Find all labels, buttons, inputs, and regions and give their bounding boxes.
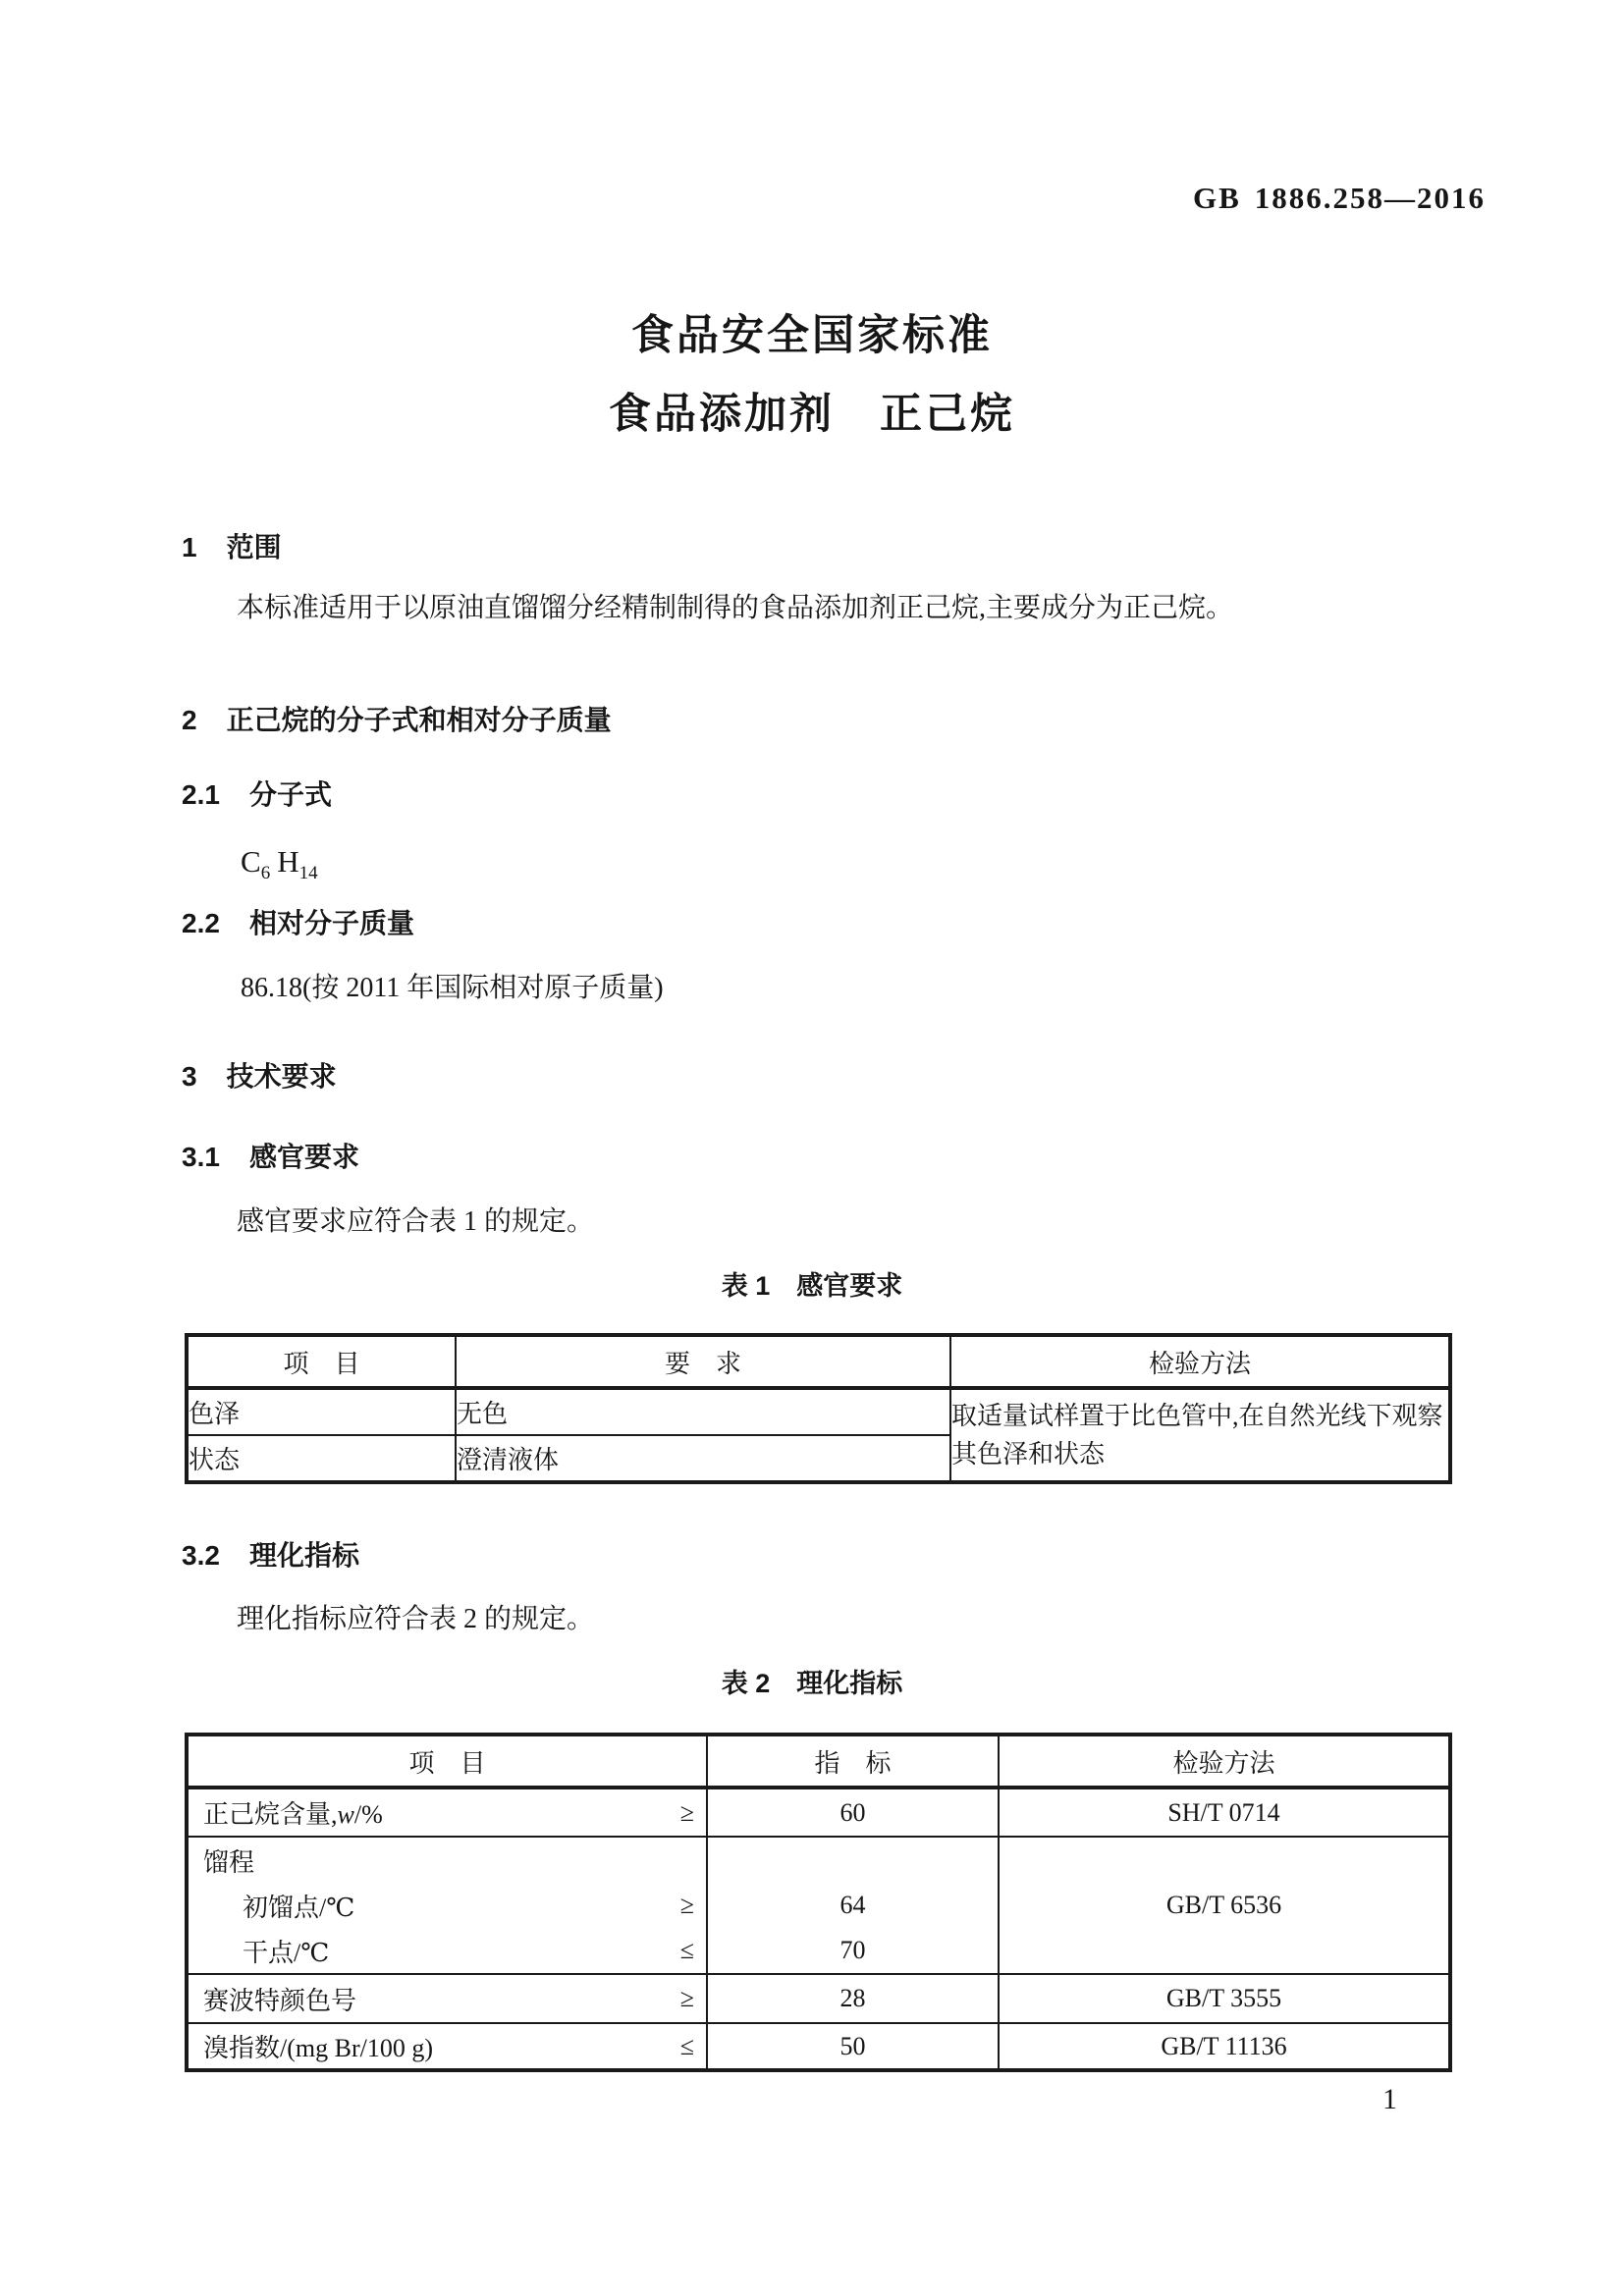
item-label: 赛波特颜色号	[203, 1986, 357, 2015]
table-cell-value: 50	[707, 2023, 999, 2070]
table-cell-method: GB/T 3555	[999, 1974, 1450, 2023]
formula-subscript-14: 14	[298, 863, 318, 883]
section-scope-body: 本标准适用于以原油直馏馏分经精制制得的食品添加剂正己烷,主要成分为正己烷。	[237, 593, 1234, 623]
document-title: 食品安全国家标准	[631, 312, 993, 359]
table-cell-value: 28	[707, 1974, 999, 2023]
item-label: 溴指数/(mg Br/100 g)	[203, 2034, 433, 2062]
value-spacer	[708, 1838, 998, 1883]
table-row-distillation	[187, 1837, 1450, 1974]
ge-operator: ≥	[679, 1891, 694, 1919]
section-title: 正己烷的分子式和相对分子质量	[226, 705, 612, 735]
table2-header-method: 检验方法	[999, 1735, 1450, 1788]
table-cell-item	[187, 1974, 707, 2023]
formula-element-c: C	[241, 844, 261, 879]
section-mass-body: 86.18(按 2011 年国际相对原子质量)	[241, 973, 664, 1003]
sensory-requirements-table	[185, 1333, 1452, 1484]
section-sensory-body: 感官要求应符合表 1 的规定。	[237, 1206, 595, 1237]
table-row-hexane-content	[187, 1788, 1450, 1837]
table-row	[187, 1388, 1450, 1435]
table-cell-requirement: 无色	[456, 1388, 950, 1435]
section-number: 3.1	[182, 1142, 220, 1172]
section-number: 2	[182, 705, 197, 735]
table2-header-item: 项 目	[187, 1735, 707, 1788]
section-title: 感官要求	[248, 1142, 359, 1172]
table-cell-requirement: 澄清液体	[456, 1435, 950, 1482]
section-number: 2.2	[182, 908, 220, 938]
section-number: 1	[182, 532, 197, 562]
table-cell-value: 64	[839, 1891, 866, 1919]
table-cell-method: SH/T 0714	[999, 1788, 1450, 1837]
le-operator: ≤	[679, 1936, 694, 1964]
section-physchem-heading	[182, 1536, 359, 1575]
table-cell-value: 60	[707, 1788, 999, 1837]
page-number: 1	[1382, 2083, 1397, 2115]
table2-header-index: 指 标	[707, 1735, 999, 1788]
standard-code-prefix: GB	[1193, 181, 1241, 215]
table1-header-item: 项 目	[187, 1335, 456, 1388]
table-cell-item	[187, 2023, 707, 2070]
table-cell-item	[187, 1788, 707, 1837]
document-subtitle: 食品添加剂 正己烷	[609, 391, 1015, 438]
section-number: 2.1	[182, 779, 220, 810]
section-formula-heading	[182, 775, 332, 815]
group-label: 馏程	[203, 1847, 255, 1877]
standard-code	[1193, 181, 1487, 216]
table-header-row	[187, 1735, 1450, 1788]
sub-row-ibp	[189, 1883, 706, 1928]
table-cell-method: GB/T 6536	[999, 1837, 1450, 1974]
section-title: 范围	[226, 532, 282, 562]
le-operator: ≤	[679, 2031, 694, 2060]
table1-caption: 表 1 感官要求	[721, 1271, 903, 1301]
section-title: 理化指标	[248, 1540, 359, 1571]
table1-header-requirement: 要 求	[456, 1335, 950, 1388]
section-number: 3.2	[182, 1540, 220, 1571]
item-label: 初馏点/℃	[243, 1893, 355, 1922]
standard-code-number: 1886.258—2016	[1254, 181, 1487, 215]
section-title: 技术要求	[226, 1061, 337, 1092]
section-title: 分子式	[248, 779, 332, 810]
table-row-bromine	[187, 2023, 1450, 2070]
formula-element-h: H	[277, 844, 299, 879]
section-sensory-heading	[182, 1138, 359, 1177]
table-cell-item-group	[187, 1837, 707, 1974]
item-label: 干点/℃	[243, 1938, 330, 1967]
section-physchem-body: 理化指标应符合表 2 的规定。	[237, 1604, 595, 1634]
sub-row-drypoint	[189, 1928, 706, 1973]
table-cell-value-group	[707, 1837, 999, 1974]
formula-subscript-6: 6	[260, 863, 271, 883]
section-title: 相对分子质量	[248, 908, 414, 938]
table-cell-item: 状态	[187, 1435, 456, 1482]
section-scope-heading	[182, 528, 282, 567]
symbol-w: w	[337, 1800, 354, 1829]
table2-caption: 表 2 理化指标	[721, 1669, 903, 1698]
ge-operator: ≥	[679, 1797, 694, 1827]
table1-header-method: 检验方法	[950, 1335, 1450, 1388]
molecular-formula	[241, 840, 318, 895]
table-cell-method: GB/T 11136	[999, 2023, 1450, 2070]
ge-operator: ≥	[679, 1984, 694, 2012]
table-row-saybolt	[187, 1974, 1450, 2023]
section-tech-heading	[182, 1057, 337, 1096]
section-number: 3	[182, 1061, 197, 1092]
table-cell-method-merged: 取适量试样置于比色管中,在自然光线下观察其色泽和状态	[950, 1388, 1450, 1482]
table-cell-item: 色泽	[187, 1388, 456, 1435]
section-molecular-heading	[182, 701, 612, 740]
physicochemical-index-table	[185, 1733, 1452, 2072]
item-label: 正己烷含量,w/%	[203, 1800, 383, 1829]
section-mass-heading	[182, 904, 414, 943]
table-cell-value: 70	[839, 1936, 866, 1964]
table-header-row	[187, 1335, 1450, 1388]
